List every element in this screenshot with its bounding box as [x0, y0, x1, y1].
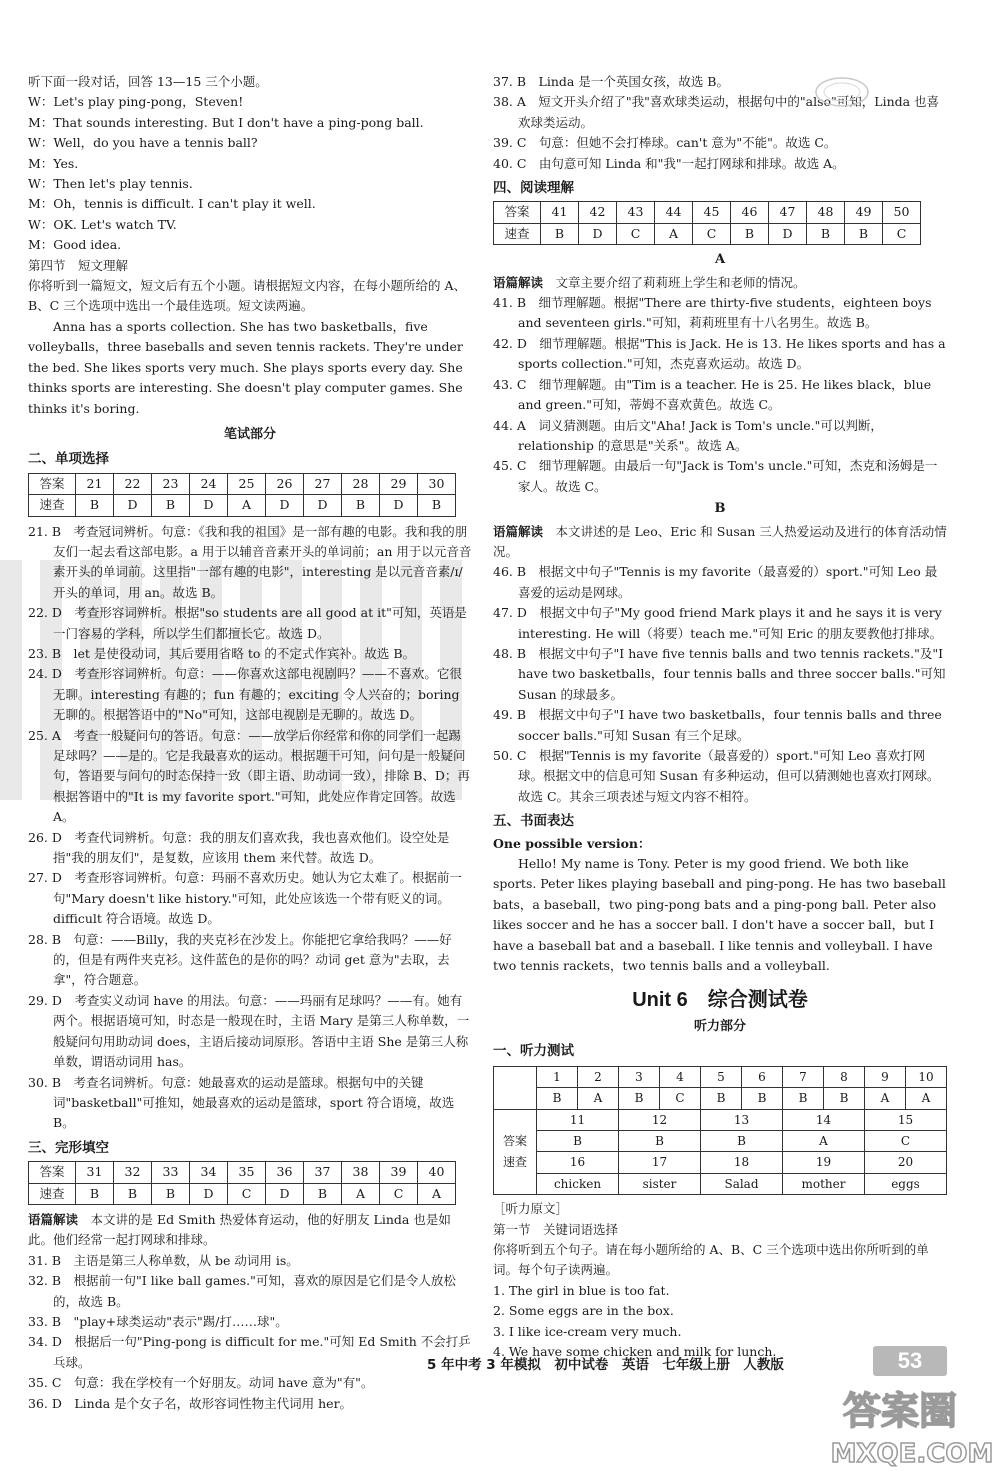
- question-number: 33: [152, 1162, 190, 1183]
- cloze-explanation: 39. C 句意：但她不会打棒球。can't 意为"不能"。故选 C。: [493, 135, 837, 151]
- mc-answer-table: [28, 473, 456, 517]
- script-sentence: 2. Some eggs are in the box.: [493, 1303, 674, 1319]
- question-number: 28: [342, 473, 380, 494]
- question-number: 36: [266, 1162, 304, 1183]
- reading-explanation: 41. B 细节理解题。根据"There are thirty-five students，eighteen boys and seventeen girls."可知，莉莉班里有十八名男生。故选 B。: [493, 295, 932, 331]
- question-number: 16: [537, 1152, 619, 1173]
- script-sentence: 4. We have some chicken and milk for lunch.: [493, 1343, 777, 1359]
- answer-cell: B: [619, 1088, 660, 1109]
- question-number: 43: [617, 202, 655, 223]
- svg-text:答案圈: 答案圈: [842, 1389, 958, 1433]
- section4-instructions: 你将听到一篇短文，短文后有五个小题。请根据短文内容，在每小题所给的 A、B、C 三个选项中选出一个最佳选项。短文读两遍。: [28, 278, 467, 314]
- question-number: 27: [304, 473, 342, 494]
- question-number: 15: [865, 1109, 947, 1130]
- answer-cell: B: [701, 1130, 783, 1151]
- label-answer: 答案: [502, 1134, 527, 1149]
- mc-explanation: 23. B let 是使役动词，其后要用省略 to 的不定式作宾补。故选 B。: [28, 645, 416, 661]
- answer-cell: C: [660, 1088, 701, 1109]
- answer-cell: B: [342, 495, 380, 516]
- answer-cell: A: [342, 1183, 380, 1204]
- answer-cell: B: [783, 1088, 824, 1109]
- cloze-explanation: 35. C 句意：我在学校有一个好朋友。动词 have 意为"有"。: [28, 1375, 374, 1391]
- listening-intro: 听下面一段对话，回答 13—15 三个小题。: [28, 74, 268, 89]
- written-part-title: 笔试部分: [223, 426, 276, 442]
- page-number: 53: [873, 1346, 947, 1376]
- answer-cell: D: [190, 495, 228, 516]
- answer-cell: B: [76, 1183, 114, 1204]
- table-label: 答案: [29, 473, 76, 494]
- question-number: 6: [742, 1066, 783, 1087]
- answer-cell: A: [228, 495, 266, 516]
- table-label: 速查: [494, 223, 541, 244]
- cloze-answer-table: [28, 1161, 456, 1205]
- question-number: 44: [655, 202, 693, 223]
- passage-a-label: A: [714, 252, 726, 268]
- writing-heading: 五、书面表达: [493, 813, 574, 830]
- section1-title: 第一节 关键词语选择: [493, 1221, 619, 1237]
- svg-text:MXQE.COM: MXQE.COM: [830, 1439, 994, 1469]
- answer-cell: D: [266, 1183, 304, 1204]
- cloze-reading-summary: 本文讲的是 Ed Smith 热爱体育运动，他的好朋友 Linda 也是如此。他们经常一起打网球和排球。: [28, 1211, 451, 1248]
- reading-explanation: 43. C 细节理解题。由"Tim is a teacher. He is 25. He likes black，blue and green."可知，蒂姆不喜欢黄色。故选 C。: [493, 376, 932, 413]
- answer-cell: A: [783, 1130, 865, 1151]
- question-number: 49: [845, 202, 883, 223]
- question-number: 42: [579, 202, 617, 223]
- answer-cell: chicken: [537, 1173, 619, 1194]
- answer-cell: B: [304, 1183, 342, 1204]
- cloze-explanation: 31. B 主语是第三人称单数，从 be 动词用 is。: [28, 1252, 299, 1268]
- passage-b-label: B: [714, 501, 726, 517]
- cloze-explanation: 33. B "play+球类运动"表示"踢/打……球"。: [28, 1313, 288, 1329]
- question-number: 48: [807, 202, 845, 223]
- question-number: 46: [731, 202, 769, 223]
- answer-cell: B: [845, 223, 883, 244]
- question-number: 2: [578, 1066, 619, 1087]
- mc-explanation: 24. D 考查形容词辨析。句意：——你喜欢这部电视剧吗？——不喜欢。它很无聊。interesting 有趣的；fun 有趣的；exciting 令人兴奋的；boring 无聊的。根据答语中的"No"可知，这部电视剧是无聊的。故选 D。: [28, 666, 462, 723]
- answer-cell: D: [266, 495, 304, 516]
- listening-passage: Anna has a sports collection. She has two basketballs，five volleyballs，three baseballs and seven tennis rackets. They're under the bed. She likes sports very much. She plays sports every day. She thinks sports are interesting. She doesn't play computer games. She thinks it's boring.: [28, 318, 463, 416]
- question-number: 24: [190, 473, 228, 494]
- label-check: 速查: [502, 1154, 527, 1169]
- a-reading-summary: 文章主要介绍了莉莉班上学生和老师的情况。: [555, 274, 806, 290]
- question-number: 19: [783, 1152, 865, 1173]
- reading-answer-table: [493, 201, 921, 245]
- section1-instructions: 你将听到五个句子。请在每小题所给的 A、B、C 三个选项中选出你所听到的单词。每个句子读两遍。: [493, 1241, 929, 1278]
- answer-cell: A: [906, 1088, 947, 1109]
- dialogue-line: W：Then let's play tennis.: [28, 176, 193, 192]
- answer-cell: A: [865, 1088, 906, 1109]
- question-number: 31: [76, 1162, 114, 1183]
- mc-explanation: 27. D 考查形容词辨析。句意：玛丽不喜欢历史。她认为它太难了。根据前一句"Mary doesn't like history."可知，此处应该选一个带有贬义的词。difficult 符合语境。故选 D。: [28, 870, 462, 927]
- answer-cell: sister: [619, 1173, 701, 1194]
- table-label: 速查: [29, 495, 76, 516]
- answer-cell: B: [76, 495, 114, 516]
- unit6-answer-table: [493, 1066, 947, 1195]
- a-reading-label: 语篇解读: [493, 274, 544, 290]
- watermark-logo: [800, 1380, 1000, 1471]
- cloze-reading-label: 语篇解读: [28, 1211, 79, 1227]
- listening-part-title: 听力部分: [693, 1018, 746, 1034]
- right-column: [493, 72, 947, 1362]
- question-number: 47: [769, 202, 807, 223]
- answer-cell: B: [418, 495, 456, 516]
- reading-explanation: 46. B 根据文中句子"Tennis is my favorite（最喜爱的）sport."可知 Leo 最喜爱的运动是网球。: [493, 564, 938, 600]
- left-column: [28, 72, 472, 1414]
- table-label: 答案: [29, 1162, 76, 1183]
- mc-explanation: 30. B 考查名词辨析。句意：她最喜欢的运动是篮球。根据句中的关键词"basketball"可推知，她最喜欢的运动是篮球，sport 符合语境，故选 B。: [28, 1074, 455, 1131]
- script-sentence: 3. I like ice-cream very much.: [493, 1323, 682, 1339]
- question-number: 29: [380, 473, 418, 494]
- answer-cell: B: [537, 1088, 578, 1109]
- answer-cell: mother: [783, 1173, 865, 1194]
- mc-explanation: 26. D 考查代词辨析。句意：我的朋友们喜欢我，我也喜欢他们。设空处是指"我的朋友们"，是复数，应该用 them 来代替。故选 D。: [28, 829, 450, 866]
- cloze-explanation: 40. C 由句意可知 Linda 和"我"一起打网球和排球。故选 A。: [493, 155, 845, 171]
- question-number: 37: [304, 1162, 342, 1183]
- cloze-explanation: 38. A 短文开头介绍了"我"喜欢球类运动，根据句中的"also"可知，Linda 也喜欢球类运动。: [493, 94, 940, 130]
- question-number: 39: [380, 1162, 418, 1183]
- question-number: 5: [701, 1066, 742, 1087]
- answer-cell: B: [731, 223, 769, 244]
- question-number: 14: [783, 1109, 865, 1130]
- writing-label: One possible version：: [493, 835, 651, 851]
- reading-explanation: 44. A 词义猜测题。由后文"Aha! Jack is Tom's uncle."可以判断，relationship 的意思是"关系"。故选 A。: [493, 417, 883, 453]
- reading-explanation: 50. C 根据"Tennis is my favorite（最喜爱的）sport."可知 Leo 喜欢打网球。根据文中的信息可知 Susan 有多种运动，但可以猜测她也喜欢打网球。故选 C。其余三项表述与短文内容不相符。: [493, 748, 940, 804]
- answer-cell: B: [824, 1088, 865, 1109]
- answer-cell: Salad: [701, 1173, 783, 1194]
- dialogue-line: M：Oh，tennis is difficult. I can't play it well.: [28, 196, 316, 212]
- question-number: 8: [824, 1066, 865, 1087]
- answer-cell: A: [418, 1183, 456, 1204]
- table-label: [494, 1109, 537, 1195]
- question-number: 40: [418, 1162, 456, 1183]
- answer-cell: D: [769, 223, 807, 244]
- table-label-empty: [494, 1066, 537, 1109]
- question-number: 21: [76, 473, 114, 494]
- reading-explanation: 45. C 细节理解题。由最后一句"Jack is Tom's uncle."可知，杰克和汤姆是一家人。故选 C。: [493, 458, 938, 494]
- footer-book-title: 5 年中考 3 年模拟 初中试卷 英语 七年级上册 人教版: [427, 1357, 784, 1373]
- answer-cell: C: [865, 1130, 947, 1151]
- answer-cell: B: [619, 1130, 701, 1151]
- answer-cell: B: [701, 1088, 742, 1109]
- answer-cell: A: [655, 223, 693, 244]
- b-reading-label: 语篇解读: [493, 523, 544, 539]
- writing-sample: Hello! My name is Tony. Peter is my good friend. We both like sports. Peter likes playing baseball and ping-pong. He has two baseball bats，a baseball，two ping-pong bats and a ping-pong ball. Peter also likes soccer and he has a soccer ball. I don't have a soccer ball，but I have a baseball bat and a baseball. I like tennis and volleyball. I have two tennis rackets，two tennis balls and a volleyball.: [493, 856, 946, 974]
- question-number: 38: [342, 1162, 380, 1183]
- answer-cell: C: [380, 1183, 418, 1204]
- section4-title: 第四节 短文理解: [28, 257, 129, 273]
- reading-explanation: 42. D 细节理解题。根据"This is Jack. He is 13. He likes sports and has a sports collection."可知，杰克喜欢运动。故选 D。: [493, 335, 946, 372]
- answer-cell: B: [742, 1088, 783, 1109]
- question-number: 45: [693, 202, 731, 223]
- cloze-heading: 三、完形填空: [28, 1139, 109, 1156]
- answer-cell: D: [380, 495, 418, 516]
- question-number: 34: [190, 1162, 228, 1183]
- mc-explanation: 28. B 句意：——Billy，我的夹克衫在沙发上。你能把它拿给我吗？——好的，但是有两件夹克衫。这件蓝色的是你的吗？动词 get 意为"去取，去拿"，符合题意。: [28, 931, 452, 988]
- question-number: 26: [266, 473, 304, 494]
- question-number: 32: [114, 1162, 152, 1183]
- question-number: 4: [660, 1066, 701, 1087]
- page-corner-stamp-icon: [812, 72, 872, 112]
- reading-explanation: 49. B 根据文中句子"I have two basketballs，four tennis balls and three soccer balls."可知 Susan 有三个足球。: [493, 707, 942, 743]
- answer-cell: A: [578, 1088, 619, 1109]
- question-number: 17: [619, 1152, 701, 1173]
- mc-explanation: 22. D 考查形容词辨析。根据"so students are all good at it"可知，英语是一门容易的学科，所以学生们都擅长它。故选 D。: [28, 605, 467, 641]
- question-number: 13: [701, 1109, 783, 1130]
- answer-cell: B: [541, 223, 579, 244]
- question-number: 35: [228, 1162, 266, 1183]
- reading-heading: 四、阅读理解: [493, 180, 574, 197]
- answer-cell: D: [579, 223, 617, 244]
- b-reading-summary: 本文讲述的是 Leo、Eric 和 Susan 三人热爱运动及进行的体育活动情况。: [493, 523, 947, 559]
- question-number: 41: [541, 202, 579, 223]
- mc-explanation: 25. A 考查一般疑问句的答语。句意：——放学后你经常和你的同学们一起踢足球吗？——是的。它是我最喜欢的运动。根据题干可知，问句是一般疑问句，答语要与问句的时态保持一致（即主语、助动词一致），排除 B、D；再根据答语中的"It is my favorite sport."可知，此处应作肯定回答。故选 A。: [28, 727, 470, 825]
- cloze-explanation: 34. D 根据后一句"Ping-pong is difficult for me."可知 Ed Smith 不会打乒乓球。: [28, 1334, 471, 1370]
- question-number: 11: [537, 1109, 619, 1130]
- dialogue-line: M：Yes.: [28, 155, 79, 171]
- question-number: 3: [619, 1066, 660, 1087]
- answer-cell: B: [807, 223, 845, 244]
- answer-cell: C: [228, 1183, 266, 1204]
- answer-cell: D: [114, 495, 152, 516]
- question-number: 18: [701, 1152, 783, 1173]
- listening-heading: 一、听力测试: [493, 1043, 574, 1060]
- question-number: 7: [783, 1066, 824, 1087]
- reading-explanation: 47. D 根据文中句子"My good friend Mark plays it and he says it is very interesting. He will（将要）teach me."可知 Eric 的朋友要教他打排球。: [493, 605, 943, 641]
- answer-cell: D: [304, 495, 342, 516]
- question-number: 25: [228, 473, 266, 494]
- cloze-explanation: 36. D Linda 是个女子名，故形容词性物主代词用 her。: [28, 1395, 353, 1411]
- answer-cell: C: [883, 223, 921, 244]
- answer-cell: C: [693, 223, 731, 244]
- mc-explanation: 29. D 考查实义动词 have 的用法。句意：——玛丽有足球吗？——有。她有两个。根据语境可知，时态是一般现在时，主语 Mary 是第三人称单数，一般疑问句用助动词 does，主语后接动词原形。答语中主语 She 是第三人称单数，谓语动词用 has。: [28, 992, 470, 1070]
- table-label: 答案: [494, 202, 541, 223]
- unit-title: Unit 6 综合测试卷: [632, 989, 808, 1012]
- table-label: 速查: [29, 1183, 76, 1204]
- cloze-explanation: 37. B Linda 是一个英国女孩，故选 B。: [493, 74, 729, 89]
- script-sentence: 1. The girl in blue is too fat.: [493, 1282, 670, 1298]
- question-number: 23: [152, 473, 190, 494]
- question-number: 22: [114, 473, 152, 494]
- reading-explanation: 48. B 根据文中句子"I have five tennis balls and two tennis rackets."及"I have two basketballs，four tennis balls and three soccer balls."可知 Susan 的球最多。: [493, 645, 946, 702]
- dialogue-line: M：That sounds interesting. But I don't have a ping-pong ball.: [28, 114, 424, 130]
- mc-heading: 二、单项选择: [28, 451, 109, 468]
- question-number: 12: [619, 1109, 701, 1130]
- question-number: 10: [906, 1066, 947, 1087]
- answer-cell: eggs: [865, 1173, 947, 1194]
- answer-cell: B: [152, 1183, 190, 1204]
- mc-explanation: 21. B 考查冠词辨析。句意：《我和我的祖国》是一部有趣的电影。我和我的朋友们一起去看这部电影。a 用于以辅音音素开头的单词前；an 用于以元音音素开头的单词前。这里指"一部有趣的电影"，interesting 是以元音音素/ɪ/开头的单词，用 an。故选 B。: [28, 523, 472, 600]
- cloze-explanation: 32. B 根据前一句"I like ball games."可知，喜欢的原因是它们是令人放松的，故选 B。: [28, 1273, 456, 1309]
- dialogue-line: M：Good idea.: [28, 237, 122, 253]
- question-number: 30: [418, 473, 456, 494]
- question-number: 50: [883, 202, 921, 223]
- listening-script-label: ［听力原文］: [493, 1201, 569, 1217]
- question-number: 20: [865, 1152, 947, 1173]
- dialogue-line: W：OK. Let's watch TV.: [28, 216, 177, 232]
- answer-cell: B: [537, 1130, 619, 1151]
- answer-cell: C: [617, 223, 655, 244]
- question-number: 1: [537, 1066, 578, 1087]
- dialogue-line: W：Well，do you have a tennis ball?: [28, 135, 258, 151]
- answer-cell: D: [190, 1183, 228, 1204]
- answer-cell: B: [152, 495, 190, 516]
- dialogue-line: W：Let's play ping-pong，Steven!: [28, 94, 244, 110]
- answer-cell: B: [114, 1183, 152, 1204]
- question-number: 9: [865, 1066, 906, 1087]
